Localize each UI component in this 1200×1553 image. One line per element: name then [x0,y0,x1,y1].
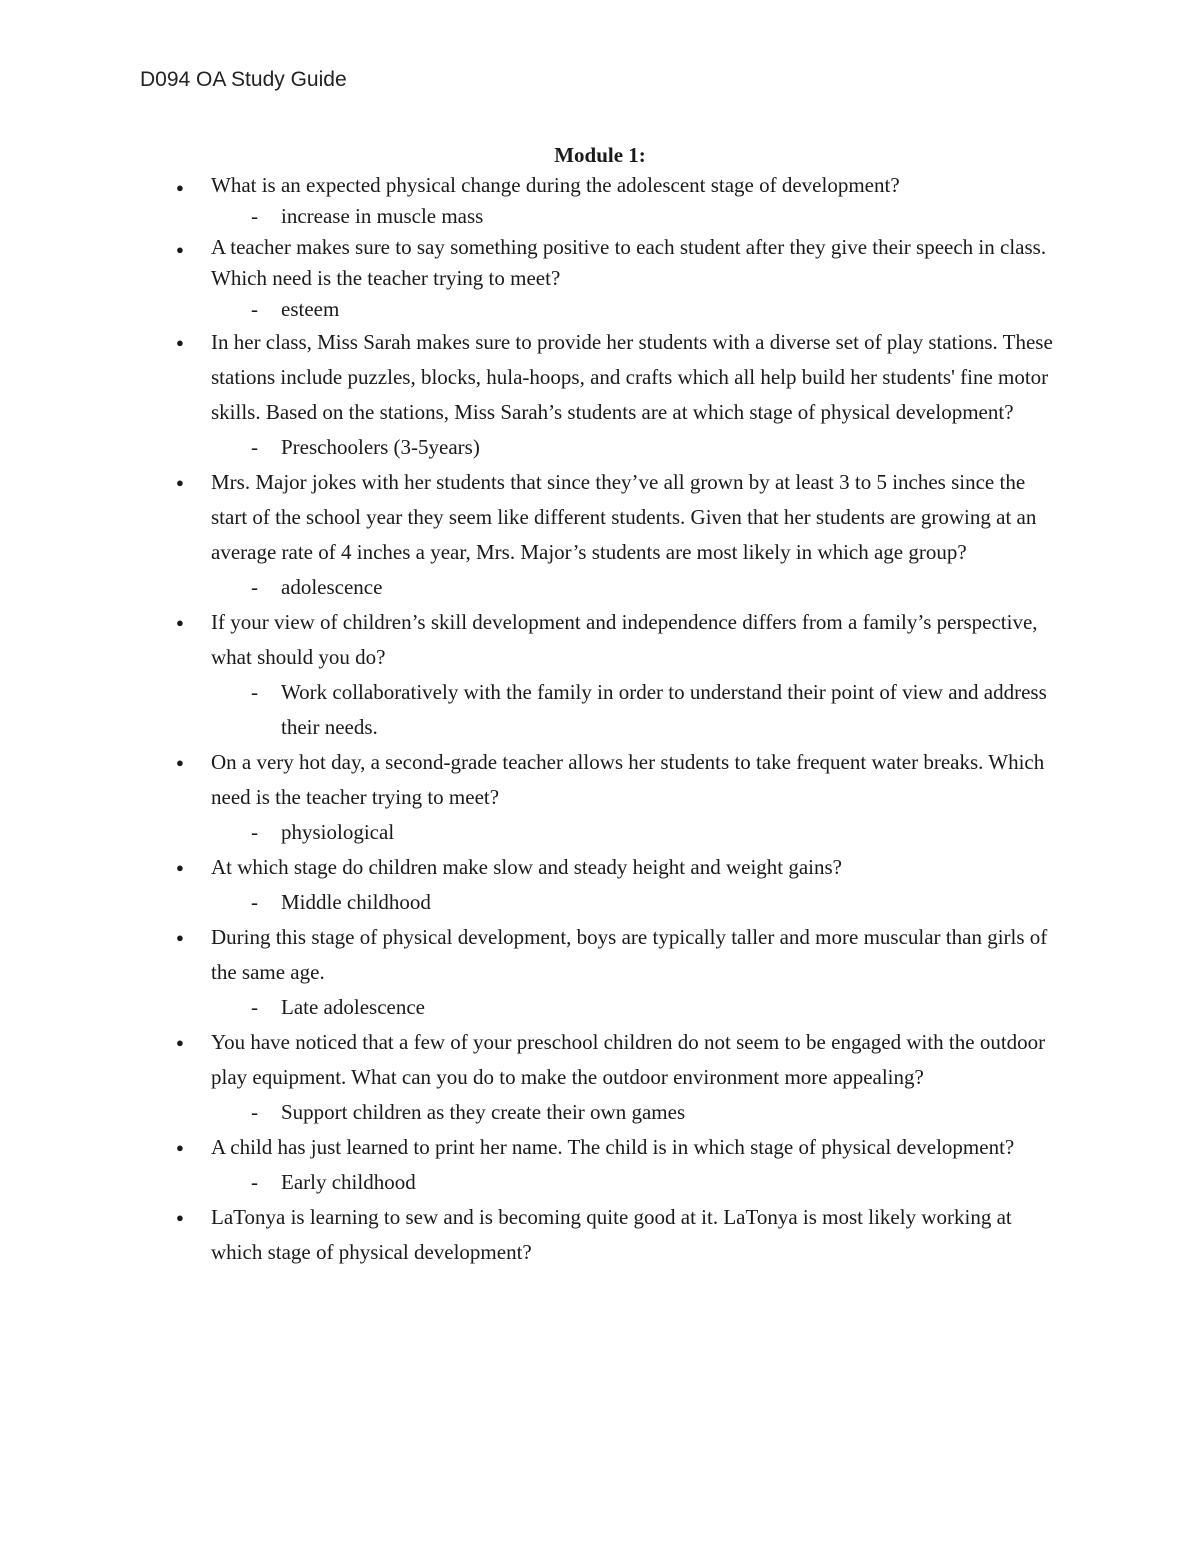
question-text: What is an expected physical change during the adolescent stage of development? [211,173,900,197]
module-title: Module 1: [554,143,646,167]
answer-text: physiological [281,820,395,844]
answer-line [211,294,1060,325]
list-item [170,232,1060,325]
dash-icon: - [251,995,258,1019]
answer-line [211,570,1060,605]
question-text: A child has just learned to print her name. The child is in which stage of physical development? [211,1135,1015,1159]
answer-text: Late adolescence [281,995,425,1019]
dash-icon: - [251,1170,258,1194]
dash-icon: - [251,204,258,228]
answer-text: Preschoolers (3-5years) [281,435,480,459]
question-text: In her class, Miss Sarah makes sure to provide her students with a diverse set of play stations. These stations include puzzles, blocks, hula-hoops, and crafts which all help build her students' fine motor skills. Based on the stations, Miss Sarah’s students are at which stage of physical development? [211,330,1053,424]
dash-icon: - [251,297,258,321]
bullet-icon: ● [176,930,184,945]
bullet-icon: ● [176,615,184,630]
list-item [170,465,1060,605]
answer-text: adolescence [281,575,383,599]
page-header: D094 OA Study Guide [140,68,347,91]
list-item [170,1130,1060,1200]
dash-icon: - [251,1100,258,1124]
question-text: During this stage of physical development, boys are typically taller and more muscular than girls of the same age. [211,925,1048,984]
answer-line [211,201,1060,232]
list-item [170,745,1060,850]
answer-line [211,1165,1060,1200]
answer-text: Support children as they create their own games [281,1100,686,1124]
list-item [170,1025,1060,1130]
list-item [170,920,1060,1025]
dash-icon: - [251,435,258,459]
answer-text: Work collaboratively with the family in order to understand their point of view and address their needs. [281,680,1047,739]
question-text: You have noticed that a few of your preschool children do not seem to be engaged with the outdoor play equipment. What can you do to make the outdoor environment more appealing? [211,1030,1046,1089]
answer-line [211,1095,1060,1130]
list-item [170,605,1060,745]
bullet-icon: ● [176,755,184,770]
question-text: Mrs. Major jokes with her students that since they’ve all grown by at least 3 to 5 inches since the start of the school year they seem like different students. Given that her students are growing at an average rate of 4 inches a year, Mrs. Major’s students are most likely in which age group? [211,470,1037,564]
question-list [170,170,1060,1270]
dash-icon: - [251,575,258,599]
question-text: A teacher makes sure to say something positive to each student after they give their speech in class. Which need is the teacher trying to meet? [211,235,1047,290]
answer-line [211,815,1060,850]
answer-text: Middle childhood [281,890,431,914]
list-item [170,850,1060,920]
bullet-icon: ● [176,1140,184,1155]
bullet-icon: ● [176,1210,184,1225]
question-text: If your view of children’s skill development and independence differs from a family’s perspective, what should you do? [211,610,1038,669]
list-item [170,1200,1060,1270]
answer-line [211,990,1060,1025]
question-text: On a very hot day, a second-grade teacher allows her students to take frequent water breaks. Which need is the teacher trying to meet? [211,750,1045,809]
list-item [170,170,1060,232]
bullet-icon: ● [176,1035,184,1050]
answer-line [211,430,1060,465]
dash-icon: - [251,680,258,704]
answer-line [211,675,1060,745]
answer-text: Early childhood [281,1170,416,1194]
dash-icon: - [251,820,258,844]
answer-line [211,885,1060,920]
bullet-icon: ● [176,242,184,257]
question-text: LaTonya is learning to sew and is becoming quite good at it. LaTonya is most likely working at which stage of physical development? [211,1205,1012,1264]
answer-text: esteem [281,297,340,321]
list-item [170,325,1060,465]
answer-text: increase in muscle mass [281,204,484,228]
dash-icon: - [251,890,258,914]
bullet-icon: ● [176,475,184,490]
bullet-icon: ● [176,180,184,195]
bullet-icon: ● [176,860,184,875]
question-text: At which stage do children make slow and steady height and weight gains? [211,855,843,879]
bullet-icon: ● [176,335,184,350]
